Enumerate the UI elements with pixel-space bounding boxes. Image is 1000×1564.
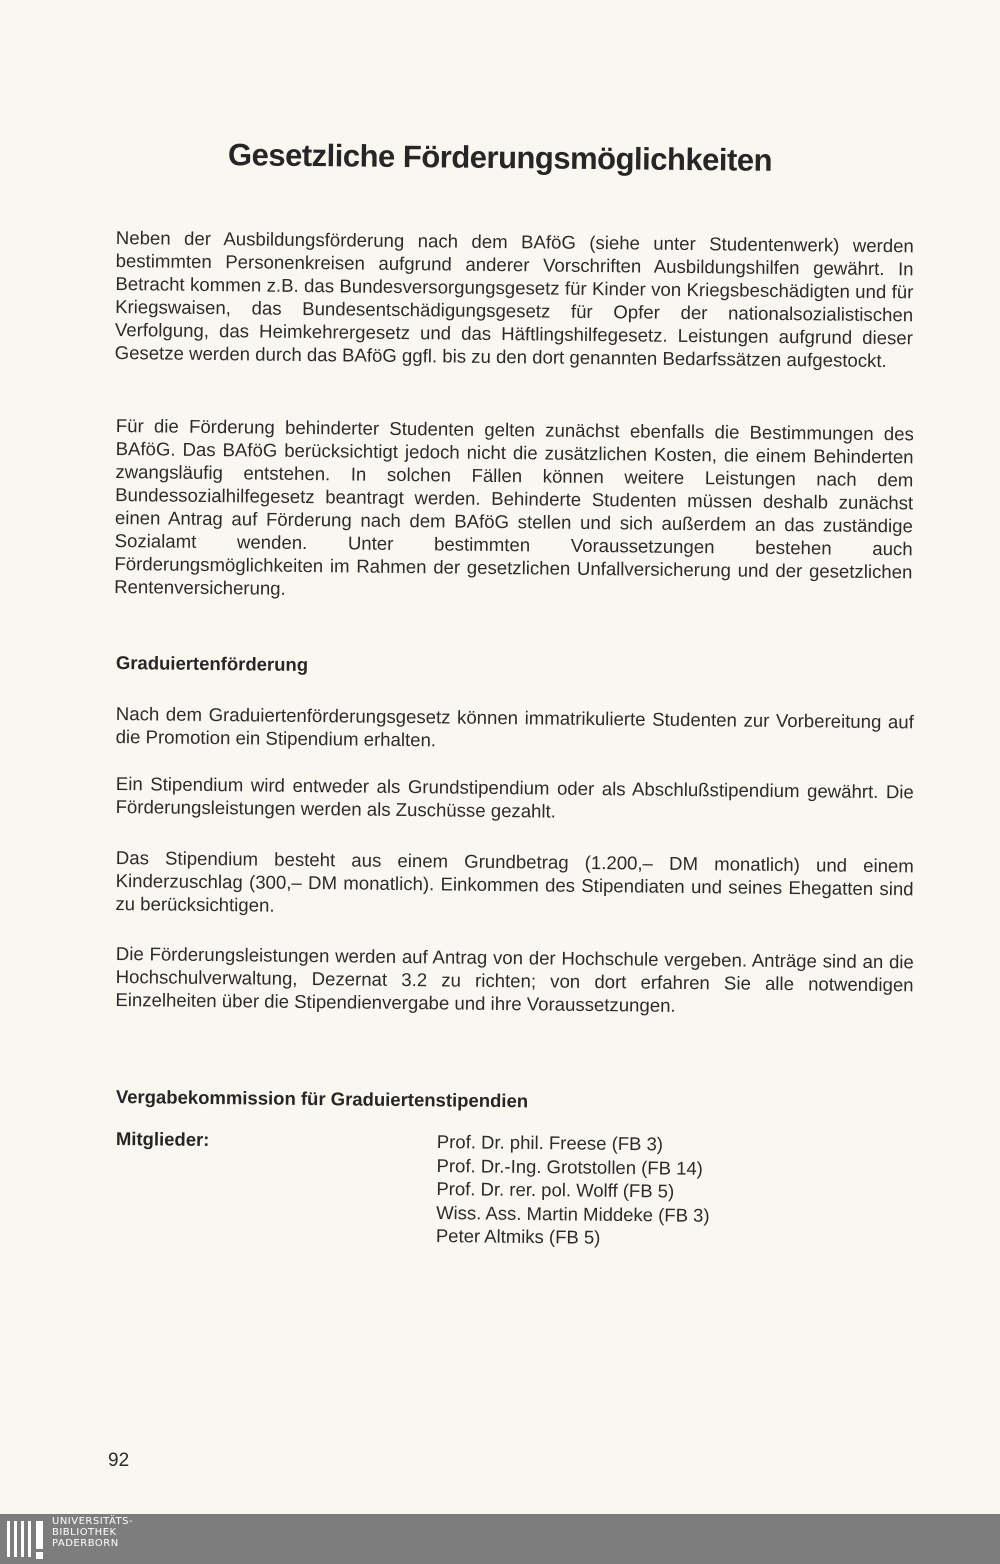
members-label: Mitglieder: [115,1128,210,1150]
member-item: Prof. Dr.-Ing. Grotstollen (FB 14) [436,1154,704,1179]
page-number: 92 [108,1450,130,1471]
members-list [436,1130,711,1250]
page-title: Gesetzliche Förderungsmöglichkeiten [227,137,773,178]
library-name [52,1516,133,1549]
member-item: Peter Altmiks (FB 5) [435,1224,601,1248]
library-name-line: PADERBORN [52,1538,119,1549]
member-item: Prof. Dr. phil. Freese (FB 3) [436,1131,664,1155]
library-name-line: BIBLIOTHEK [52,1527,117,1538]
section-heading-commission: Vergabekommission für Graduiertenstipendien [115,1086,529,1112]
footer-bar [0,1514,1000,1564]
member-item: Wiss. Ass. Martin Middeke (FB 3) [436,1201,710,1226]
library-logo-icon [6,1517,48,1561]
paragraph-graduate-2: Ein Stipendium wird entweder als Grundstipendium oder als Abschlußstipendium gewährt. Die Förderungsleistungen werden als Zuschüsse gezahlt. [115,772,914,822]
paragraph-disabled-students: Für die Förderung behinderter Studenten gelten zunächst ebenfalls die Bestimmungen des BAföG. Das BAföG berücksichtigt jedoch nicht die zusätzlichen Kosten, die einem Behinderten zwangsläufig entstehen. In solchen Fällen können weitere Leistungen nach dem Bundessozialhilfegesetz beantragt werden. Behinderte Studenten müssen deshalb zunächst einen Antrag auf Förderung nach dem BAföG stellen und sich außerdem an das zuständige Sozialamt wenden. Unter bestimmten Voraussetzungen bestehen auch Förderungsmöglichkeiten im Rahmen der gesetzlichen Unfallversicherung und der gesetzlichen Rentenversicherung. [114,414,914,599]
paragraph-graduate-4: Die Förderungsleistungen werden auf Antrag von der Hochschule vergeben. Anträge sind an die Hochschulverwaltung, Dezernat 3.2 zu richten; von dort erfahren Sie alle notwendigen Einzelheiten über die Stipendienvergabe und ihre Voraussetzungen. [115,942,914,1016]
member-item: Prof. Dr. rer. pol. Wolff (FB 5) [436,1177,675,1202]
library-name-line: UNIVERSITÄTS- [52,1516,134,1527]
paragraph-graduate-1: Nach dem Graduiertenförderungsgesetz können immatrikulierte Studenten zur Vorbereitung auf die Promotion ein Stipendium erhalten. [115,702,914,751]
paragraph-intro: Neben der Ausbildungsförderung nach dem BAföG (siehe unter Studentenwerk) werden bestimmten Personenkreisen aufgrund anderer Vorschriften Ausbildungshilfen gewährt. In Betracht kommen z.B. das Bundesversorgungsgesetz für Kinder von Kriegsbeschädigten und für Kriegswaisen, das Bundesentschädigungsgesetz für Opfer der nationalsozialistischen Verfolgung, das Heimkehrergesetz und das Häftlingshilfegesetz. Leistungen aufgrund dieser Gesetze werden durch das BAföG ggfl. bis zu den dort genannten Bedarfssätzen aufgestockt. [114,226,914,372]
section-heading-graduate: Graduiertenförderung [115,652,309,676]
paragraph-graduate-3: Das Stipendium besteht aus einem Grundbetrag (1.200,– DM monatlich) und einem Kinderzuschlag (300,– DM monatlich). Einkommen des Stipendiaten und seines Ehegatten sind zu berücksichtigen. [115,846,914,916]
